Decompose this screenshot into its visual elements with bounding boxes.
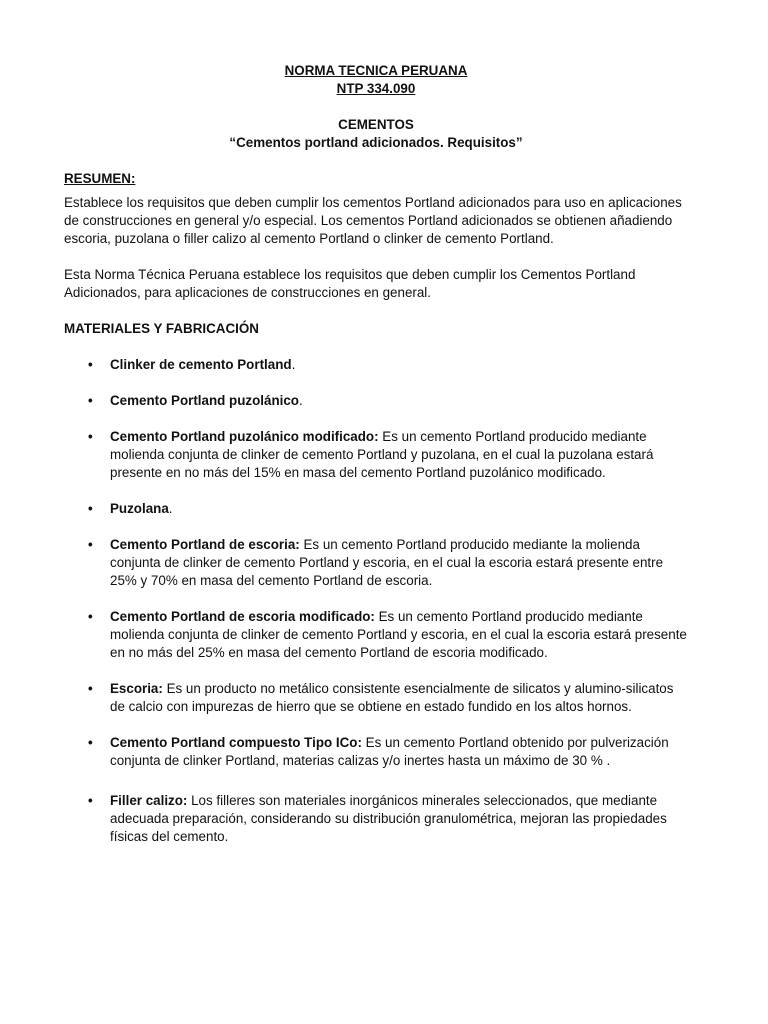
materiales-list	[64, 356, 688, 846]
title-block	[64, 62, 688, 152]
norm-title: NORMA TECNICA PERUANA	[284, 63, 468, 78]
list-item-term: Puzolana	[110, 501, 169, 516]
materiales-heading: MATERIALES Y FABRICACIÓN	[64, 321, 259, 336]
list-item-term: Cemento Portland compuesto Tipo ICo:	[110, 735, 362, 750]
list-item-term: Escoria:	[110, 681, 163, 696]
resumen-paragraph-2: Esta Norma Técnica Peruana establece los requisitos que deben cumplir los Cementos Portland Adicionados, para aplicaciones de construcciones en general.	[64, 267, 636, 300]
list-item-text: Es un cemento Portland producido mediante molienda conjunta de clinker de cemento Portland y escoria, en el cual la escoria estará presente en no más del 25% en masa del cemento Portland de escoria modificado.	[110, 609, 687, 660]
resumen-heading: RESUMEN:	[64, 171, 136, 186]
section-subtitle: “Cementos portland adicionados. Requisitos”	[229, 135, 523, 150]
list-item-term: Cemento Portland puzolánico modificado:	[110, 429, 379, 444]
list-item-term: Clinker de cemento Portland	[110, 357, 292, 372]
list-item-term: Cemento Portland de escoria modificado:	[110, 609, 375, 624]
list-item-text: Es un producto no metálico consistente esencialmente de silicatos y alumino-silicatos de calcio con impurezas de hierro que se obtiene en estado fundido en los altos hornos.	[110, 681, 674, 714]
list-item	[64, 428, 688, 482]
list-item-text: Es un cemento Portland producido mediante molienda conjunta de clinker de cemento Portland y puzolana, en el cual la puzolana estará presente en no más del 15% en masa del cemento Portland puzolánico modificado.	[110, 429, 654, 480]
list-item-text: .	[298, 393, 303, 408]
list-item	[64, 734, 688, 770]
list-item-term: Filler calizo:	[110, 793, 188, 808]
list-item-text: Es un cemento Portland producido mediante la molienda conjunta de clinker de cemento Portland y escoria, en el cual la escoria estará presente entre 25% y 70% en masa del cemento Portland de escoria.	[110, 537, 664, 588]
list-item	[64, 500, 688, 518]
list-item	[64, 356, 688, 374]
list-item-text: .	[291, 357, 296, 372]
list-item-text: Los filleres son materiales inorgánicos minerales seleccionados, que mediante adecuada preparación, considerando su distribución granulométrica, mejoran las propiedades físicas del cemento.	[110, 793, 667, 844]
list-item-text: Es un cemento Portland obtenido por pulverización conjunta de clinker Portland, materias calizas y/o inertes hasta un máximo de 30 % .	[110, 735, 669, 768]
list-item-term: Cemento Portland puzolánico	[110, 393, 299, 408]
list-item	[64, 392, 688, 410]
list-item	[64, 536, 688, 590]
section-title: CEMENTOS	[338, 117, 414, 132]
list-item	[64, 608, 688, 662]
list-item-text: .	[168, 501, 173, 516]
list-item	[64, 792, 688, 846]
resumen-paragraph-1: Establece los requisitos que deben cumplir los cementos Portland adicionados para uso en aplicaciones de construcciones en general y/o especial. Los cementos Portland adicionados se obtienen añadiendo escoria, puzolana o filler calizo al cemento Portland o clinker de cemento Portland.	[64, 195, 682, 246]
list-item-term: Cemento Portland de escoria:	[110, 537, 300, 552]
norm-code: NTP 334.090	[336, 81, 416, 96]
list-item	[64, 680, 688, 716]
